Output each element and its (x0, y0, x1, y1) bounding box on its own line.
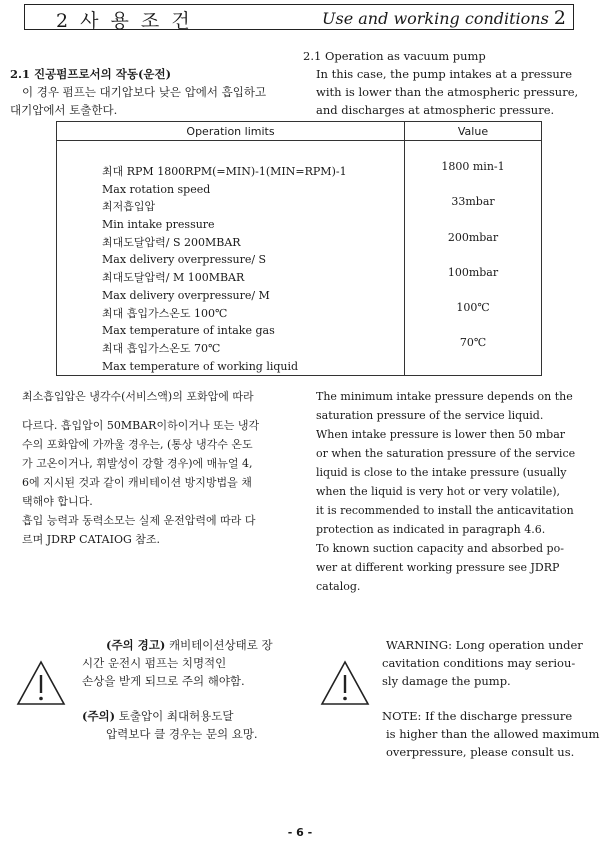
value-max-rpm: 1800 min-1 (441, 160, 505, 173)
param-line: Max rotation speed (102, 182, 211, 196)
section-kr-heading: 2.1 진공펌프로서의 작동(운전) (10, 67, 172, 81)
param-line: 최대도달압력/ M 100MBAR (102, 271, 245, 285)
warn-kr-line-1 (106, 637, 273, 654)
para-kr-line: 수의 포화압에 가까울 경우는, (통상 냉각수 온도 (22, 438, 253, 451)
warn-kr-note-line-1 (82, 708, 234, 725)
para-en-line: liquid is close to the intake pressure (usually (316, 466, 567, 479)
values-cell (405, 141, 542, 376)
para-en-line: wer at different working pressure see JDRP (316, 561, 560, 574)
para-kr-line: 택해야 합니다. (22, 495, 93, 508)
para-en-line: or when the saturation pressure of the service (316, 447, 576, 460)
param-line: 최대 흡입가스온도 70℃ (102, 341, 221, 355)
para-kr-line: 흡입 능력과 동력소모는 실제 운전압력에 따라 다 (22, 514, 256, 527)
chapter-number-en: 2 (553, 7, 566, 29)
param-line: 최대 RPM 1800RPM(=MIN)-1(MIN=RPM)-1 (102, 165, 347, 178)
chapter-number: 2 (56, 10, 72, 32)
para-en-line: The minimum intake pressure depends on the (316, 390, 573, 403)
section-en-line-2: with is lower than the atmospheric pressure, (316, 85, 579, 99)
table-header-operation-limits: Operation limits (57, 122, 405, 141)
param-line: Max temperature of intake gas (102, 324, 275, 338)
para-en-line: when the liquid is very hot or very volatile), (316, 485, 561, 498)
table-header-value: Value (405, 122, 542, 141)
table-header-row (57, 122, 542, 141)
para-kr-line: 르며 JDRP CATAIOG 참조. (22, 533, 160, 546)
warn-en-line-1: WARNING: Long operation under (386, 638, 583, 652)
operation-limits-table (56, 121, 542, 376)
para-kr (22, 387, 259, 549)
header-right-title (322, 7, 566, 29)
warning-triangle-icon (320, 660, 370, 706)
param-line: 최대 흡입가스온도 100℃ (102, 306, 228, 320)
para-en-line: catalog. (316, 580, 361, 593)
warn-kr-caution-text: 캐비테이션상태로 장 (165, 638, 273, 652)
warn-kr-caution-label: (주의 경고) (106, 638, 166, 652)
warn-kr-note-label: (주의) (82, 709, 116, 723)
value-max-temp-liquid: 70℃ (459, 336, 487, 350)
warning-triangle-icon (16, 660, 66, 706)
warn-en-line-5: is higher than the allowed maximum (386, 727, 600, 741)
warn-kr-line-3: 손상을 받게 되므로 주의 해야함. (82, 674, 245, 688)
param-line: Max temperature of working liquid (102, 359, 299, 373)
warn-kr-note-line-2: 압력보다 클 경우는 문의 요망. (106, 727, 258, 741)
para-en-line: it is recommended to install the anticavitation (316, 504, 574, 517)
param-line: 최저흡입압 (102, 200, 156, 214)
para-en-line: When intake pressure is lower then 50 mbar (316, 428, 566, 441)
value-min-intake: 33mbar (451, 195, 495, 209)
param-line: Max delivery overpressure/ S (102, 253, 267, 267)
para-kr-line: 최소흡입압은 냉각수(서비스액)의 포화압에 따라 (22, 390, 254, 403)
warn-kr-note-text: 토출압이 최대허용도달 (115, 709, 234, 723)
section-en-line-1: In this case, the pump intakes at a pressure (316, 67, 573, 81)
section-kr-line-2: 대기압에서 토출한다. (10, 103, 118, 117)
warn-en-line-2: cavitation conditions may seriou- (382, 656, 576, 670)
warn-en-line-4: NOTE: If the discharge pressure (382, 709, 573, 723)
para-en-line: To known suction capacity and absorbed po- (316, 542, 564, 555)
table-row (57, 141, 542, 376)
section-en-line-3: and discharges at atmospheric pressure. (316, 103, 555, 117)
warn-kr-line-2: 시간 운전시 펌프는 치명적인 (82, 656, 227, 670)
value-max-delivery-s: 200mbar (447, 230, 499, 244)
warn-en-line-6: overpressure, please consult us. (386, 745, 575, 759)
param-line: Max delivery overpressure/ M (102, 288, 270, 302)
para-kr-line: 가 고온이거나, 휘발성이 강할 경우)에 매뉴얼 4, (22, 457, 253, 470)
page-number: - 6 - (287, 826, 313, 839)
section-en-heading: 2.1 Operation as vacuum pump (303, 49, 486, 63)
chapter-title-en: Use and working conditions (322, 9, 549, 28)
header-left-title (56, 6, 193, 33)
para-en-line: saturation pressure of the service liquid. (316, 409, 544, 422)
chapter-title-kr: 사 용 조 건 (80, 10, 193, 32)
value-max-delivery-m: 100mbar (447, 265, 499, 279)
section-kr-line-1: 이 경우 펌프는 대기압보다 낮은 압에서 흡입하고 (22, 85, 267, 99)
param-line: Min intake pressure (102, 218, 215, 232)
value-max-temp-gas: 100℃ (456, 301, 490, 315)
para-kr-line: 다르다. 흡입압이 50MBAR이하이거나 또는 냉각 (22, 419, 260, 432)
warn-en-line-3: sly damage the pump. (382, 674, 511, 688)
params-cell (57, 141, 405, 376)
para-en (316, 387, 575, 596)
para-en-line: protection as indicated in paragraph 4.6. (316, 523, 546, 536)
param-line: 최대도달압력/ S 200MBAR (102, 235, 241, 249)
para-kr-line: 6에 지시된 것과 같이 캐비테이션 방지방법을 채 (22, 476, 252, 489)
